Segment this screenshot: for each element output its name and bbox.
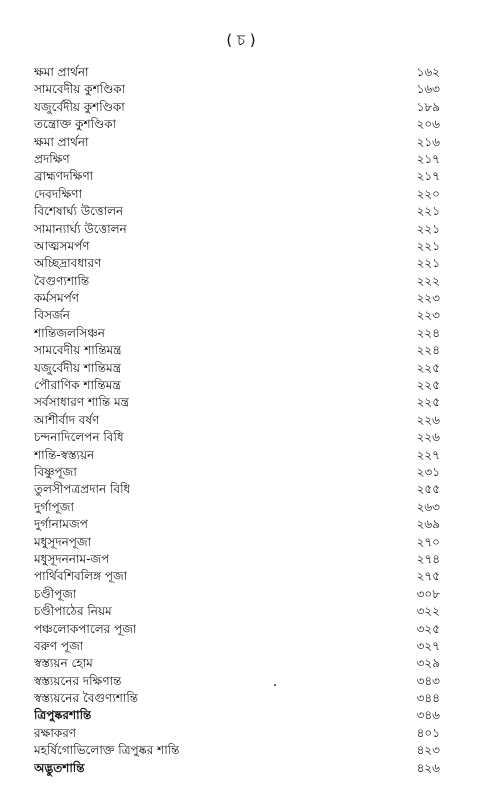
entry-title: পার্থিবশিবলিঙ্গ পূজা	[34, 569, 128, 584]
entry-page-number: ২১৬	[416, 134, 440, 149]
entry-page-number: ২৩১	[416, 464, 440, 479]
toc-entry	[34, 655, 440, 672]
page-marker: ( চ )	[226, 31, 256, 49]
toc-entry	[34, 290, 440, 307]
entry-title: স্বস্ত্যয়ন হোম	[34, 656, 93, 671]
toc-entry	[34, 673, 440, 690]
entry-title: শান্তিজলসিঞ্চন	[34, 325, 105, 340]
entry-title: দুর্গাপূজা	[34, 499, 75, 514]
entry-title: যজুর্বেদীয় শান্তিমন্ত্র	[34, 360, 122, 375]
entry-title: আত্মসমর্পণ	[34, 238, 90, 253]
entry-page-number: ৩৪৩	[416, 673, 440, 688]
toc-entry	[34, 516, 440, 533]
entry-page-number: ২১৭	[416, 151, 440, 166]
entry-title: বরুণ পূজা	[34, 638, 84, 653]
toc-entry	[34, 342, 440, 359]
entry-page-number: ২২১	[416, 221, 440, 236]
entry-page-number: ৩৪৬	[416, 708, 440, 723]
entry-page-number: ২২৫	[416, 378, 440, 393]
toc-entry	[34, 255, 440, 272]
toc-entry	[34, 464, 440, 481]
entry-title: সামবেদীয় শান্তিমন্ত্র	[34, 343, 122, 358]
entry-title: ক্ষমা প্রার্থনা	[34, 65, 89, 79]
entry-page-number: ১৮৯	[416, 99, 440, 114]
entry-title: চন্দনাদিলেপন বিধি	[34, 430, 124, 445]
entry-title: সর্বসাধারণ শান্তি মন্ত্র	[34, 395, 129, 410]
entry-title: সামান্যার্ঘ্য উত্তোলন	[34, 221, 127, 236]
entry-page-number: ২২৫	[416, 360, 440, 375]
toc-entry	[34, 551, 440, 568]
toc-entry	[34, 377, 440, 394]
entry-page-number: ২২৪	[416, 343, 440, 358]
toc-entry	[34, 203, 440, 220]
entry-page-number: ৪২৩	[416, 743, 440, 758]
entry-title: বৈগুণ্যশান্তি	[34, 273, 90, 288]
entry-page-number: ২০৬	[416, 117, 440, 132]
entry-page-number: ২৬৩	[416, 499, 440, 514]
entry-page-number: ২৭৪	[416, 551, 440, 566]
entry-title: ত্রিপুষ্করশান্তি	[34, 708, 92, 723]
entry-page-number: ৩০৮	[416, 586, 440, 601]
toc-entry	[34, 412, 440, 429]
toc-entry	[34, 134, 440, 151]
toc-entry	[34, 534, 440, 551]
entry-title: দেবদক্ষিণা	[34, 186, 83, 201]
entry-page-number: ৪০১	[416, 725, 440, 740]
entry-page-number: ২৭০	[416, 534, 440, 549]
toc-entry	[34, 307, 440, 324]
toc-entry	[34, 116, 440, 133]
entry-page-number: ২২৪	[416, 325, 440, 340]
entry-title: বিশেষার্ঘ্য উত্তোলন	[34, 204, 124, 219]
entry-title: মধুসূদনপূজা	[34, 534, 92, 549]
toc-entry	[34, 238, 440, 255]
toc-entry	[34, 186, 440, 203]
entry-title: চণ্ডীপাঠের নিয়ম	[34, 604, 112, 619]
entry-title: তুলসীপত্রপ্রদান বিধি	[34, 482, 131, 497]
entry-title: যজুর্বেদীয় কুশণ্ডিকা	[34, 99, 125, 114]
ink-speck	[274, 684, 276, 686]
entry-page-number: ৩২৫	[416, 621, 440, 636]
toc-entry	[34, 586, 440, 603]
entry-page-number: ৩২৯	[416, 656, 440, 671]
toc-entry	[34, 99, 440, 116]
entry-page-number: ২২৭	[416, 447, 440, 462]
toc-entry	[34, 760, 440, 777]
toc-entry	[34, 568, 440, 585]
entry-title: শান্তি-স্বস্ত্যয়ন	[34, 447, 95, 462]
entry-title: মধুসূদননাম-জপ	[34, 551, 110, 566]
toc-entry	[34, 742, 440, 759]
entry-page-number: ২২৫	[416, 395, 440, 410]
toc-entry	[34, 621, 440, 638]
toc-entry	[34, 273, 440, 290]
entry-page-number: ২৭৫	[416, 569, 440, 584]
entry-page-number: ২২৬	[416, 412, 440, 427]
toc-entry	[34, 690, 440, 707]
entry-page-number: ২২৬	[416, 430, 440, 445]
entry-title: চণ্ডীপূজা	[34, 586, 77, 601]
entry-title: কর্মসমর্পণ	[34, 291, 80, 306]
toc-entry	[34, 707, 440, 724]
entry-title: রক্ষাকরণ	[34, 725, 77, 740]
entry-page-number: ২২২	[416, 273, 440, 288]
entry-page-number: ২১৭	[416, 169, 440, 184]
toc-entry	[34, 638, 440, 655]
toc-entry	[34, 325, 440, 342]
toc-entry	[34, 481, 440, 498]
entry-page-number: ২২১	[416, 204, 440, 219]
entry-page-number: ২৫৫	[416, 482, 440, 497]
entry-title: অচ্ছিদ্রাবধারণ	[34, 256, 102, 271]
entry-title: দুর্গানামজপ	[34, 517, 88, 532]
entry-page-number: ৪২৬	[416, 760, 440, 775]
entry-title: বিষ্ণুপূজা	[34, 464, 77, 479]
entry-title: ক্ষমা প্রার্থনা	[34, 134, 89, 149]
toc-entry	[34, 447, 440, 464]
toc-entry	[34, 394, 440, 411]
entry-title: স্বস্ত্যয়নের বৈগুণ্যশান্তি	[34, 691, 139, 706]
toc-entry	[34, 221, 440, 238]
entry-title: পঞ্চলোকপালের পূজা	[34, 621, 137, 636]
entry-title: পৌরাণিক শান্তিমন্ত্র	[34, 378, 121, 393]
entry-page-number: ১৬২	[416, 65, 440, 79]
entry-title: অদ্ভুতশান্তি	[34, 760, 85, 775]
entry-page-number: ৩৪৪	[416, 691, 440, 706]
toc-entry	[34, 725, 440, 742]
toc-entry	[34, 81, 440, 98]
entry-page-number: ২২৩	[416, 308, 440, 323]
entry-title: তন্ত্রোক্ত কুশণ্ডিকা	[34, 117, 117, 132]
toc-entry	[34, 168, 440, 185]
toc-entry	[34, 64, 440, 81]
entry-page-number: ২২৩	[416, 291, 440, 306]
entry-title: স্বস্ত্যয়নের দক্ষিণান্ত	[34, 673, 122, 688]
entry-page-number: ৩২২	[416, 604, 440, 619]
toc-entry	[34, 429, 440, 446]
entry-title: বিসর্জন	[34, 308, 70, 323]
table-of-contents	[34, 64, 440, 777]
entry-title: ব্রাহ্মণদক্ষিণা	[34, 169, 94, 184]
toc-entry	[34, 603, 440, 620]
entry-page-number: ১৬৩	[416, 82, 440, 97]
entry-page-number: ৩২৭	[416, 638, 440, 653]
entry-title: মহর্ষিগোভিলোক্ত ত্রিপুষ্কর শান্তি	[34, 743, 180, 758]
toc-entry	[34, 499, 440, 516]
toc-entry	[34, 151, 440, 168]
entry-page-number: ২২১	[416, 238, 440, 253]
entry-page-number: ২৬৯	[416, 517, 440, 532]
entry-page-number: ২২০	[416, 186, 440, 201]
entry-title: প্রদক্ষিণ	[34, 151, 70, 166]
toc-entry	[34, 360, 440, 377]
entry-page-number: ২২১	[416, 256, 440, 271]
entry-title: আশীর্বাদ বর্ষণ	[34, 412, 100, 427]
entry-title: সামবেদীয় কুশণ্ডিকা	[34, 82, 126, 97]
